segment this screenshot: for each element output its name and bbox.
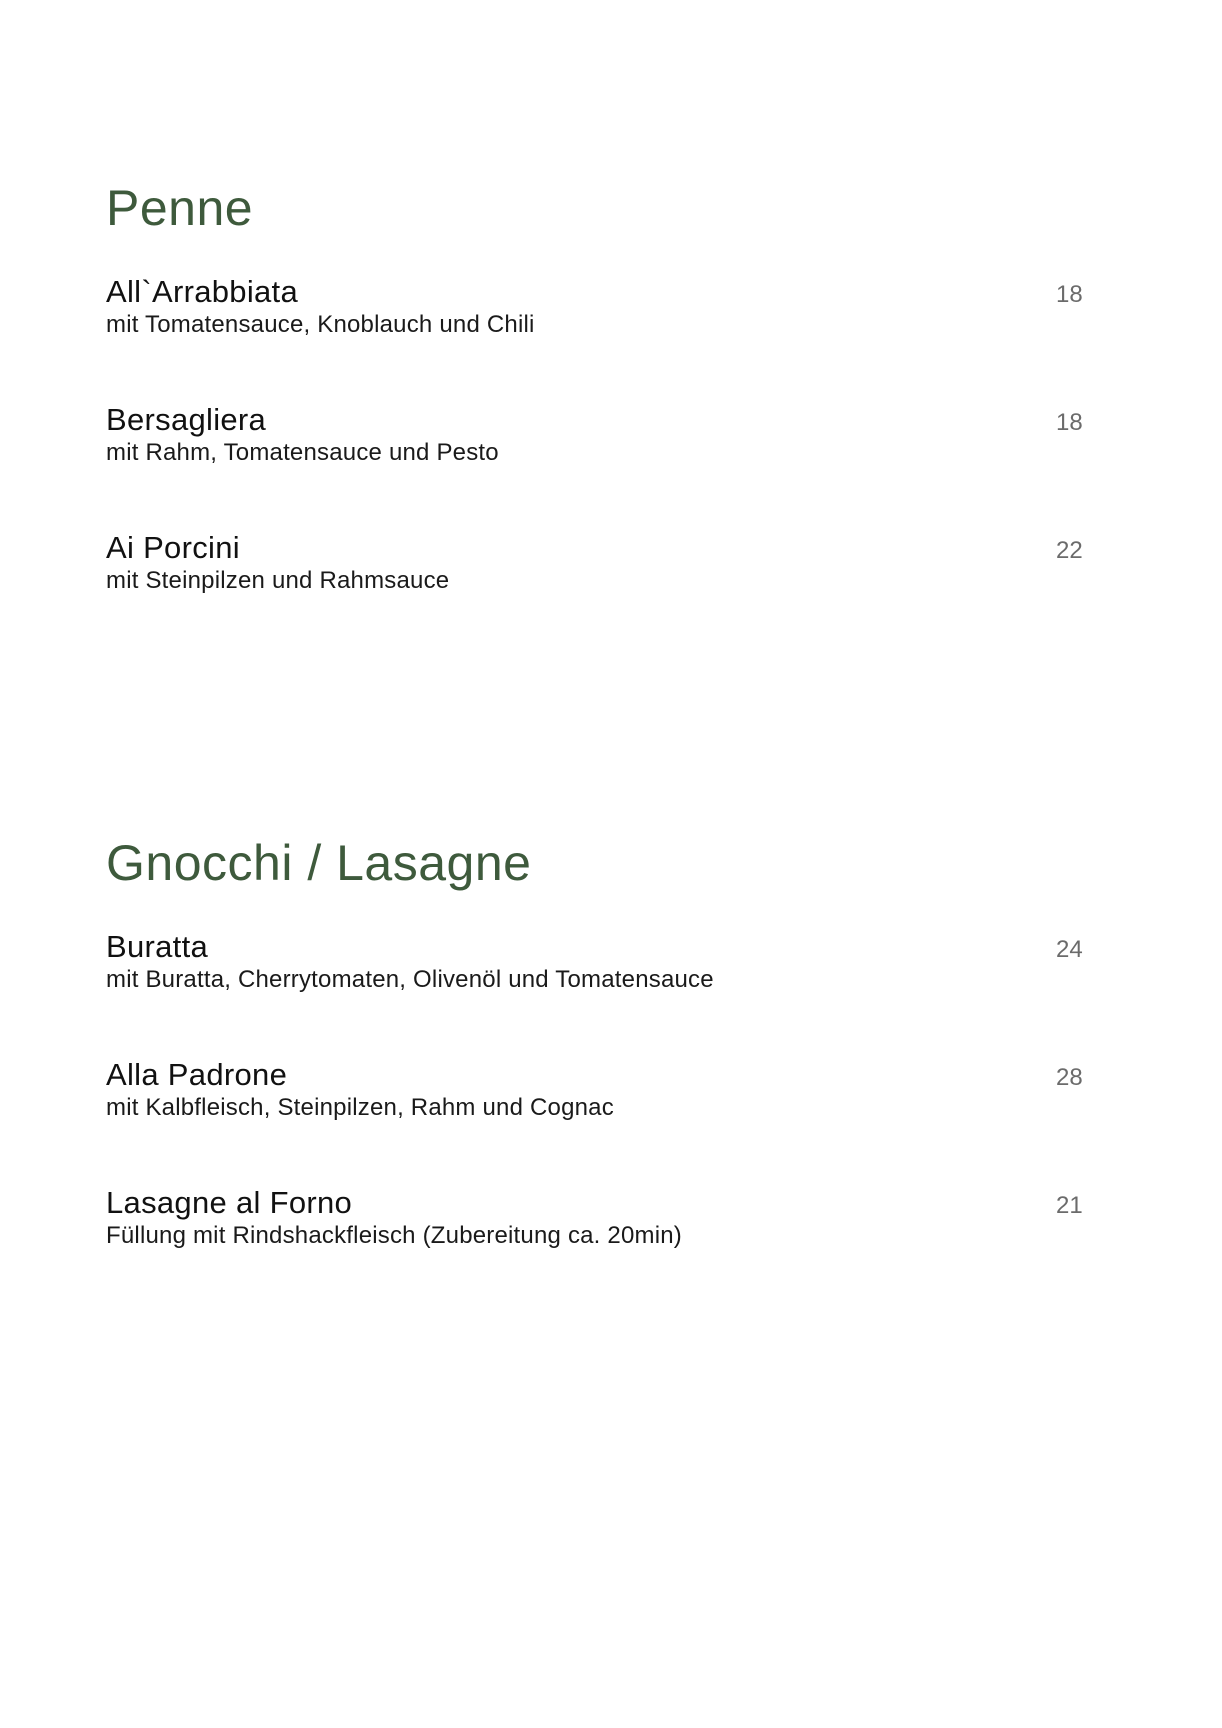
item-description: mit Rahm, Tomatensauce und Pesto (106, 439, 499, 466)
section-title: Gnocchi / Lasagne (106, 835, 532, 891)
item-name: Lasagne al Forno (106, 1185, 353, 1220)
menu-section-gnocchi-lasagne (106, 833, 1116, 1313)
item-price: 21 (1056, 1192, 1083, 1219)
item-price: 28 (1056, 1064, 1083, 1091)
item-description: mit Buratta, Cherrytomaten, Olivenöl und Tomatensauce (106, 966, 714, 993)
section-title: Penne (106, 180, 254, 236)
item-name: Buratta (106, 929, 209, 964)
item-description: mit Tomatensauce, Knoblauch und Chili (106, 311, 535, 338)
menu-item (106, 530, 1116, 658)
item-description: Füllung mit Rindshackfleisch (Zubereitung ca. 20min) (106, 1222, 682, 1249)
item-name: All`Arrabbiata (106, 274, 299, 309)
menu-item (106, 1185, 1116, 1313)
item-name: Ai Porcini (106, 530, 240, 565)
item-name: Bersagliera (106, 402, 267, 437)
item-price: 22 (1056, 537, 1083, 564)
menu-item (106, 1057, 1116, 1185)
item-description: mit Kalbfleisch, Steinpilzen, Rahm und Cognac (106, 1094, 614, 1121)
item-price: 24 (1056, 936, 1083, 963)
menu-item (106, 929, 1116, 1057)
item-name: Alla Padrone (106, 1057, 288, 1092)
item-description: mit Steinpilzen und Rahmsauce (106, 567, 450, 594)
menu-section-penne (106, 178, 1116, 658)
item-price: 18 (1056, 409, 1083, 436)
menu-item (106, 402, 1116, 530)
item-price: 18 (1056, 281, 1083, 308)
menu-item (106, 274, 1116, 402)
